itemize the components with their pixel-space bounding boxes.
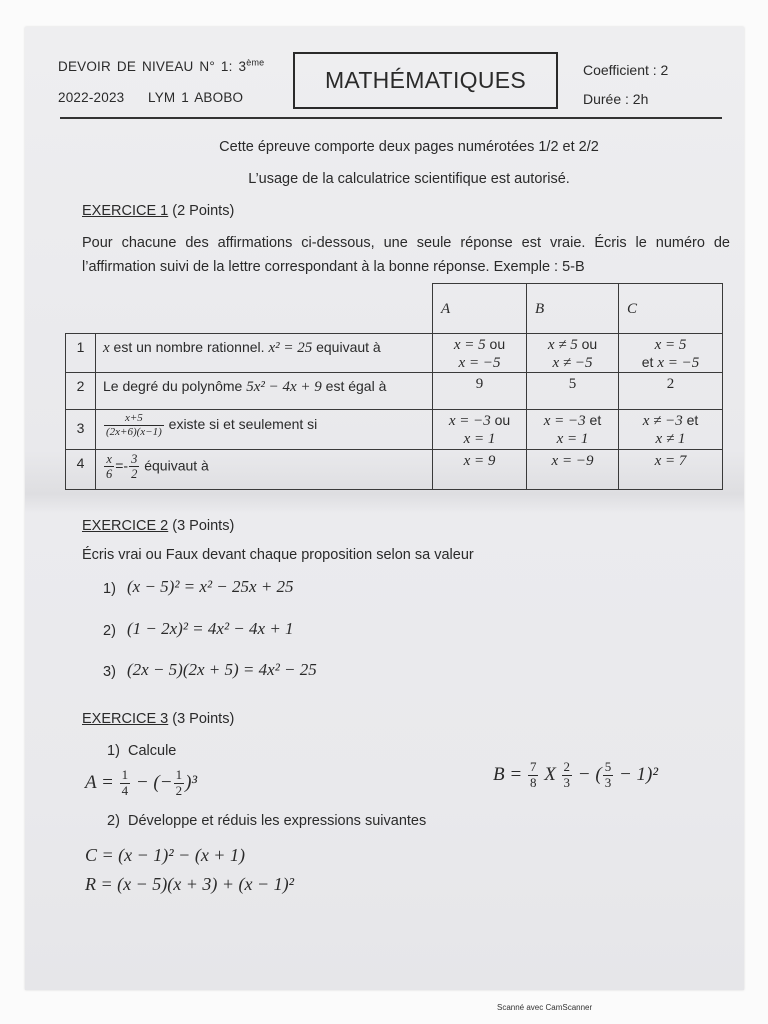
row-4-answer-a-value: x = 9 [463, 453, 496, 469]
row-4-answer-c [619, 450, 723, 490]
row-1-answer-c-eq-1: x = 5 [654, 337, 687, 353]
exercice2-instructions: Écris vrai ou Faux devant chaque proposition selon sa valeur [82, 547, 474, 563]
duration-label: Durée : 2h [583, 91, 649, 107]
row-1-answer-b [527, 334, 619, 373]
subject-title: MATHÉMATIQUES [324, 67, 527, 93]
row-2-aff-polynomial: 5x² − 4x + 9 [246, 379, 322, 395]
row-1-answer-b-connector: ou [577, 336, 598, 352]
exercice3-q2-label: Développe et réduis les expressions suivantes [128, 813, 427, 829]
header-blank-affirmation [96, 284, 433, 334]
row-2-answer-a-value: 9 [475, 376, 484, 392]
row-4-aff-text: équivaut à [140, 457, 209, 474]
expression-a-fraction-1-denominator: 4 [121, 782, 129, 798]
exercice2-item-1-number: 1) [103, 581, 116, 597]
scanner-watermark: Scanné avec CamScanner [497, 1003, 593, 1012]
exercice1-table [65, 283, 723, 490]
exercice1-title: EXERCICE 1 [82, 203, 169, 219]
expression-a-fraction-1-numerator: 1 [121, 767, 129, 782]
row-3-answer-c-eq-2: x ≠ 1 [655, 431, 686, 447]
expression-a-end: )³ [185, 771, 198, 793]
row-3-answer-b [527, 410, 619, 450]
row-4-fraction-left-numerator: x [104, 452, 114, 467]
exercice1-heading [82, 203, 234, 219]
row-3-answer-a-eq-1: x = −3 [448, 413, 491, 429]
row-1-number: 1 [66, 334, 96, 373]
expression-b-fraction-1-denominator: 8 [529, 774, 537, 790]
row-4-fraction-left [104, 452, 114, 482]
row-4-answer-b-value: x = −9 [551, 453, 594, 469]
expression-b-fraction-1-numerator: 7 [529, 759, 537, 774]
column-header-b [527, 284, 619, 334]
exercice2-heading [82, 518, 234, 534]
expression-b-fraction-2-numerator: 2 [563, 759, 571, 774]
expression-b-end: − 1)² [614, 763, 659, 785]
expression-a-fraction-2-numerator: 1 [175, 767, 183, 782]
row-1-answer-b-eq-1: x ≠ 5 [547, 337, 578, 353]
row-1-answer-b-eq-2: x ≠ −5 [552, 355, 593, 371]
expression-b-fraction-3-denominator: 3 [604, 774, 612, 790]
row-4-fraction-right-denominator: 2 [131, 467, 138, 482]
row-3-answer-a-line-2 [433, 430, 526, 448]
expression-a-fraction-1 [120, 768, 131, 799]
row-3-fraction [104, 412, 164, 438]
devoir-label: DEVOIR DE NIVEAU N° 1: 3 [58, 59, 247, 74]
row-1-answer-c-line-1 [619, 336, 722, 354]
row-4-answer-a [433, 450, 527, 490]
row-3-affirmation [96, 410, 433, 450]
row-4-fraction-left-denominator: 6 [106, 467, 113, 482]
school-name: LYM 1 ABOBO [148, 90, 244, 105]
row-1-answer-b-line-1 [527, 336, 618, 354]
devoir-level-suffix: ème [246, 57, 265, 68]
subject-box [293, 52, 558, 109]
expression-b-middle: − ( [573, 763, 602, 785]
column-label-b: B [535, 300, 545, 317]
row-3-answer-b-eq-2: x = 1 [556, 431, 589, 447]
header-rule [60, 117, 722, 119]
school-year: 2022-2023 [58, 90, 125, 105]
row-3-answer-b-connector: et [585, 412, 602, 428]
row-4-answer-b [527, 450, 619, 490]
exercice3-points: (3 Points) [172, 711, 235, 727]
row-1-affirmation [96, 334, 433, 373]
column-header-a [433, 284, 527, 334]
row-3-answer-a-connector: ou [490, 412, 511, 428]
row-3-answer-a [433, 410, 527, 450]
row-3-number: 3 [66, 410, 96, 450]
row-3-answer-c-connector: et [682, 412, 699, 428]
row-4-aff-equals: =- [115, 457, 129, 474]
expression-b-fraction-2-denominator: 3 [563, 774, 571, 790]
table-row [66, 334, 723, 373]
row-1-answer-a [433, 334, 527, 373]
row-3-answer-a-line-1 [433, 412, 526, 430]
exercice3-heading [82, 711, 234, 727]
row-3-fraction-denominator: (2x+6)(x−1) [106, 425, 162, 438]
expression-b-fraction-2 [562, 760, 573, 791]
expression-a-middle: − (− [131, 771, 173, 793]
calculator-info: L’usage de la calculatrice scientifique est autorisé. [248, 171, 570, 187]
table-header-row [66, 284, 723, 334]
row-2-affirmation [96, 373, 433, 410]
column-header-c [619, 284, 723, 334]
expression-r: R = (x − 5)(x + 3) + (x − 1)² [85, 874, 295, 894]
row-2-aff-text-end: est égal à [321, 378, 387, 394]
row-4-fraction-right-numerator: 3 [131, 452, 138, 466]
row-1-answer-c-eq-2: x = −5 [657, 355, 700, 371]
header-blank-number [66, 284, 96, 334]
row-2-number: 2 [66, 373, 96, 410]
row-2-answer-b-value: 5 [568, 376, 577, 392]
coefficient-label: Coefficient : 2 [583, 62, 669, 78]
row-1-answer-a-eq-2: x = −5 [458, 355, 501, 371]
exercice2-item-2-number: 2) [103, 623, 116, 639]
row-2-answer-b [527, 373, 619, 410]
expression-a-lhs: A = [85, 771, 119, 793]
row-1-answer-c [619, 334, 723, 373]
row-1-answer-b-line-2 [527, 354, 618, 372]
expression-a-fraction-2-denominator: 2 [175, 782, 183, 798]
row-1-answer-c-connector: et [641, 354, 658, 370]
exercice2-item-1-expression: (x − 5)² = x² − 25x + 25 [127, 577, 294, 596]
row-2-answer-c-value: 2 [666, 376, 675, 392]
table-row [66, 450, 723, 490]
expression-b-operator: X [539, 763, 561, 785]
row-3-answer-c-eq-1: x ≠ −3 [642, 413, 683, 429]
row-3-answer-c-line-1 [619, 412, 722, 430]
row-3-fraction-numerator: x+5 [104, 412, 164, 426]
exercice2-item-3-expression: (2x − 5)(2x + 5) = 4x² − 25 [127, 660, 317, 679]
exercice3-q1-label: Calcule [128, 743, 177, 759]
exercice2-item-2-expression: (1 − 2x)² = 4x² − 4x + 1 [127, 619, 294, 638]
exercice2-item-3-number: 3) [103, 664, 116, 680]
pages-info: Cette épreuve comporte deux pages numérotées 1/2 et 2/2 [219, 139, 599, 155]
exercice2-title: EXERCICE 2 [82, 518, 169, 534]
expression-b-fraction-1 [528, 760, 539, 791]
row-1-answer-c-line-2 [619, 354, 722, 372]
row-1-aff-variable: x [103, 340, 110, 356]
exercice2-points: (3 Points) [172, 518, 235, 534]
exercice3-title: EXERCICE 3 [82, 711, 169, 727]
expression-b-fraction-3 [603, 760, 614, 791]
devoir-heading [58, 59, 264, 74]
row-3-answer-b-line-1 [527, 412, 618, 430]
row-2-aff-text: Le degré du polynôme [103, 378, 247, 394]
exercice1-points: (2 Points) [172, 203, 235, 219]
row-3-answer-c-line-2 [619, 430, 722, 448]
row-1-aff-text: est un nombre rationnel. [109, 339, 269, 355]
row-1-answer-a-line-2 [433, 354, 526, 372]
exercice3-q2-number: 2) [107, 813, 120, 829]
row-3-aff-text: existe si et seulement si [164, 415, 318, 432]
expression-c: C = (x − 1)² − (x + 1) [85, 845, 245, 865]
column-label-a: A [441, 300, 451, 317]
table-row [66, 410, 723, 450]
row-1-answer-a-line-1 [433, 336, 526, 354]
exercice1-instructions: Pour chacune des affirmations ci-dessous, une seule réponse est vraie. Écris le numéro de l’affirmation suivi de la lettre correspondant à la bonne réponse. Exemple : 5-B [82, 235, 730, 275]
row-4-affirmation [96, 450, 433, 490]
row-1-answer-a-connector: ou [485, 336, 506, 352]
row-4-fraction-right [129, 452, 139, 482]
expression-a-fraction-2 [174, 768, 185, 799]
row-2-answer-c [619, 373, 723, 410]
expression-a [85, 768, 197, 799]
exercice3-q1-number: 1) [107, 743, 120, 759]
row-1-aff-text-end: equivaut à [312, 339, 381, 355]
row-3-answer-b-line-2 [527, 430, 618, 448]
row-4-number: 4 [66, 450, 96, 490]
expression-b-lhs: B = [493, 763, 527, 785]
expression-b [493, 760, 658, 791]
table-row [66, 373, 723, 410]
row-3-answer-b-eq-1: x = −3 [543, 413, 586, 429]
row-3-answer-a-eq-2: x = 1 [463, 431, 496, 447]
row-1-aff-equation: x² = 25 [268, 340, 313, 356]
column-label-c: C [627, 300, 638, 317]
row-3-answer-c [619, 410, 723, 450]
row-4-answer-c-value: x = 7 [654, 453, 687, 469]
expression-b-fraction-3-numerator: 5 [604, 759, 612, 774]
row-2-answer-a [433, 373, 527, 410]
row-1-answer-a-eq-1: x = 5 [453, 337, 486, 353]
